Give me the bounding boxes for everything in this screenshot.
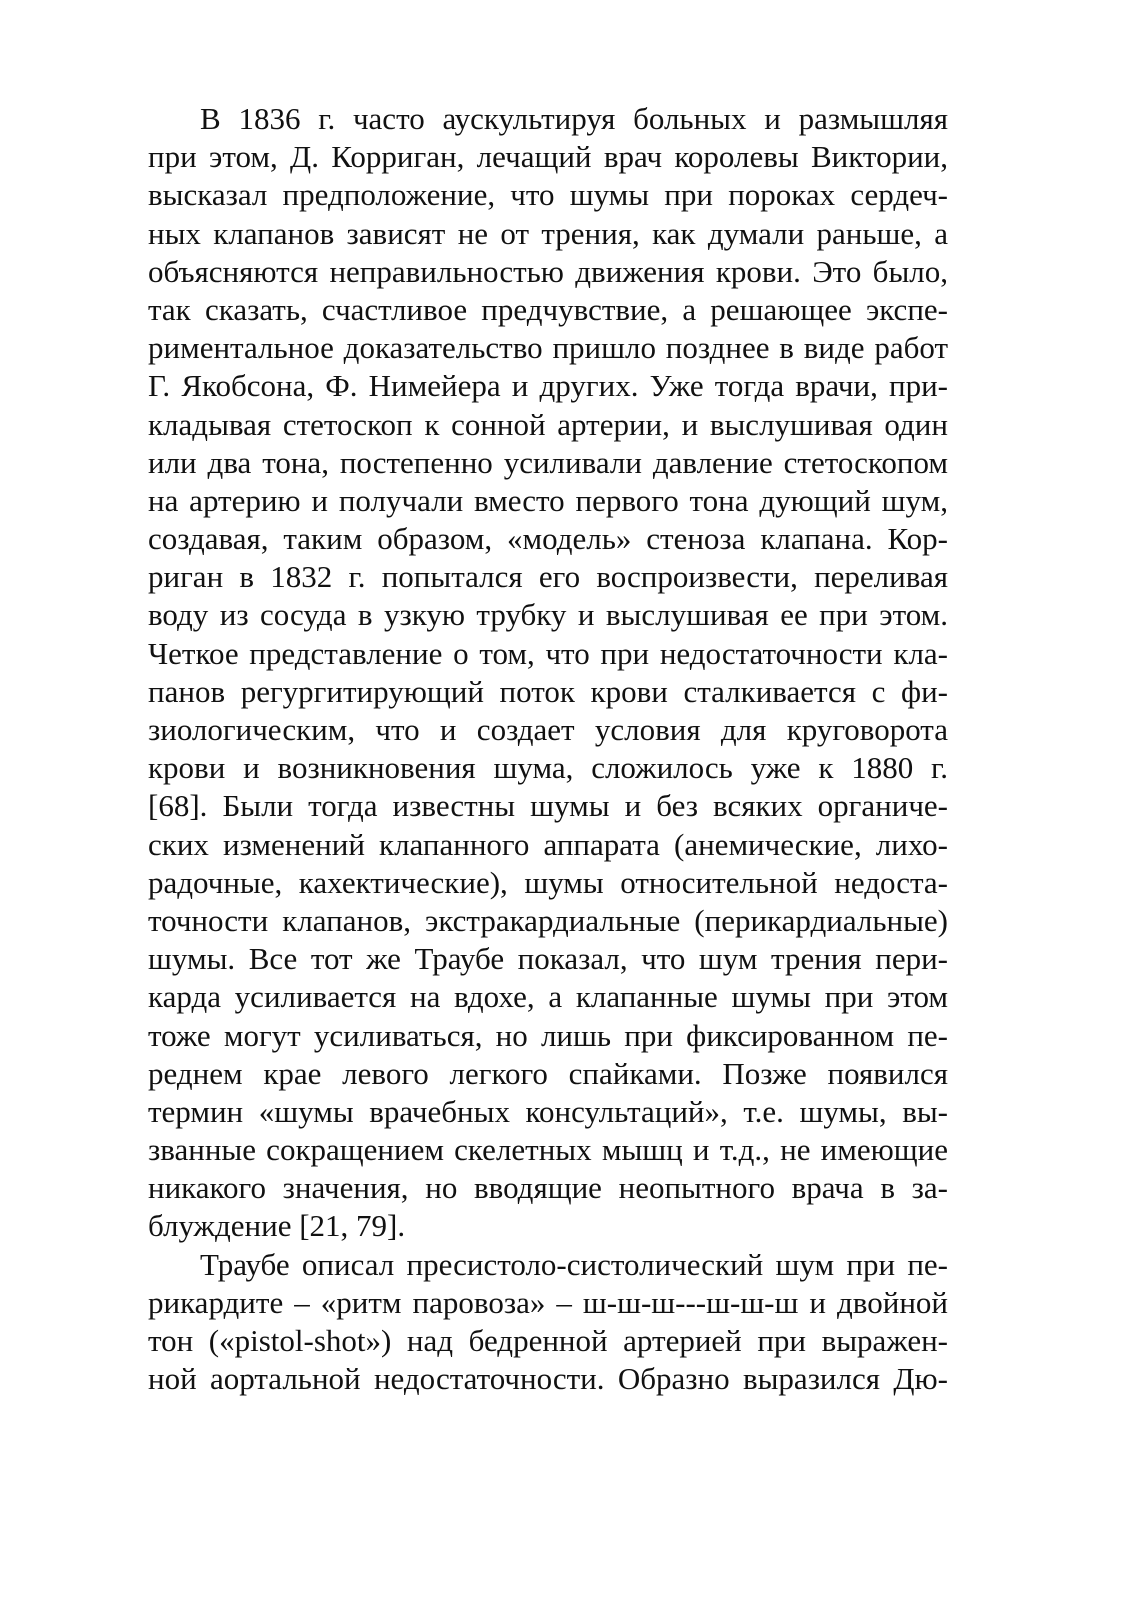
text-line: кладывая стетоскоп к сонной артерии, и выслушивая один xyxy=(148,406,948,442)
text-line: воду из сосуда в узкую трубку и выслушивая ее при этом. xyxy=(148,597,948,633)
text-line: блуждение [21, 79]. xyxy=(148,1208,406,1244)
text-line: так сказать, счастливое предчувствие, а решающее экспе- xyxy=(148,291,948,327)
text-line: на артерию и получали вместо первого тона дующий шум, xyxy=(148,482,948,518)
text-line: Траубе описал пресистоло-систолический шум при пе- xyxy=(200,1246,948,1282)
text-line: крови и возникновения шума, сложилось уже к 1880 г. xyxy=(148,750,948,786)
text-line: рикардите – «ритм паровоза» – ш-ш-ш---ш-ш-ш и двойной xyxy=(148,1284,948,1320)
text-line: зиологическим, что и создает условия для круговорота xyxy=(148,712,948,747)
text-line: реднем крае левого легкого спайками. Позже появился xyxy=(148,1055,948,1091)
text-line: никакого значения, но вводящие неопытного врача в за- xyxy=(148,1170,948,1206)
text-line: Г. Якобсона, Ф. Нимейера и других. Уже тогда врачи, при- xyxy=(148,368,948,404)
text-line: [68]. Были тогда известны шумы и без всяких органиче- xyxy=(148,788,948,824)
text-line: панов регургитирующий поток крови сталкивается с фи- xyxy=(148,673,948,709)
text-line: тоже могут усиливаться, но лишь при фиксированном пе- xyxy=(148,1017,948,1053)
text-line: ной аортальной недостаточности. Образно выразился Дю- xyxy=(148,1361,948,1397)
text-line: радочные, кахектические), шумы относительной недоста- xyxy=(148,864,948,900)
text-line: или два тона, постепенно усиливали давление стетоскопом xyxy=(148,444,948,480)
text-line: Четкое представление о том, что при недостаточности кла- xyxy=(148,635,948,671)
text-line: ских изменений клапанного аппарата (анемические, лихо- xyxy=(148,826,948,862)
text-line: ных клапанов зависят не от трения, как думали раньше, а xyxy=(148,215,948,251)
body-text xyxy=(148,100,948,1398)
text-line: шумы. Все тот же Траубе показал, что шум трения пери- xyxy=(148,941,948,977)
text-line: точности клапанов, экстракардиальные (перикардиальные) xyxy=(148,902,948,938)
text-line: создавая, таким образом, «модель» стеноза клапана. Кор- xyxy=(148,521,948,557)
paragraph xyxy=(148,1246,948,1399)
text-line: при этом, Д. Корриган, лечащий врач королевы Виктории, xyxy=(148,139,948,175)
text-line: В 1836 г. часто аускультируя больных и размышляя xyxy=(200,101,948,136)
text-line: званные сокращением скелетных мышц и т.д., не имеющие xyxy=(148,1132,948,1168)
text-line: высказал предположение, что шумы при пороках сердеч- xyxy=(148,177,948,213)
text-line: термин «шумы врачебных консультаций», т.е. шумы, вы- xyxy=(148,1093,948,1129)
text-line: карда усиливается на вдохе, а клапанные шумы при этом xyxy=(148,979,948,1015)
paragraph xyxy=(148,100,948,1246)
text-line: объясняются неправильностью движения крови. Это было, xyxy=(148,253,948,289)
text-line: риган в 1832 г. попытался его воспроизвести, переливая xyxy=(148,559,948,595)
text-line: риментальное доказательство пришло позднее в виде работ xyxy=(148,330,948,366)
text-line: тон («pistol-shot») над бедренной артерией при выражен- xyxy=(148,1323,948,1358)
